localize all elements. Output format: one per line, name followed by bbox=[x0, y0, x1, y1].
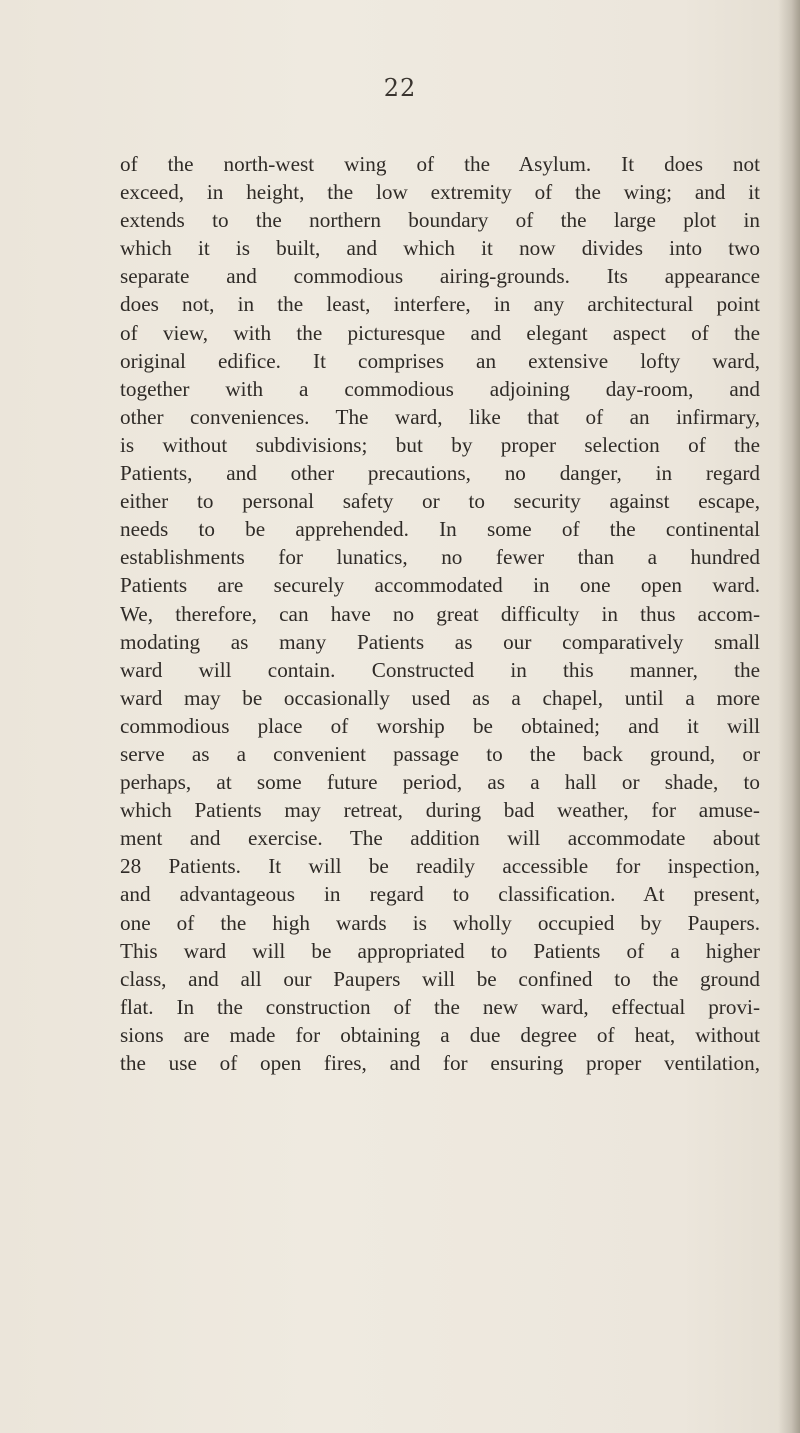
text-line: establishments for lunatics, no fewer than a hundred bbox=[120, 545, 760, 570]
text-line: sions are made for obtaining a due degree of heat, without bbox=[120, 1022, 760, 1047]
text-line: does not, in the least, interfere, in any architectural point bbox=[120, 292, 760, 317]
text-line: and advantageous in regard to classification. At present, bbox=[120, 882, 760, 907]
text-line: which Patients may retreat, during bad weather, for amuse- bbox=[120, 798, 760, 823]
text-line: separate and commodious airing-grounds. Its appearance bbox=[120, 264, 760, 289]
text-line: Patients, and other precautions, no danger, in regard bbox=[120, 461, 760, 486]
text-line: either to personal safety or to security against escape, bbox=[120, 489, 760, 514]
text-line: class, and all our Paupers will be confined to the ground bbox=[120, 966, 760, 991]
text-line: This ward will be appropriated to Patients of a higher bbox=[120, 938, 760, 963]
text-line: modating as many Patients as our comparatively small bbox=[120, 629, 760, 654]
text-line: of the north-west wing of the Asylum. It does not bbox=[120, 152, 760, 176]
text-line: is without subdivisions; but by proper selection of the bbox=[120, 432, 760, 457]
text-line: ment and exercise. The addition will accommodate about bbox=[120, 826, 760, 851]
page-number: 22 bbox=[383, 74, 417, 102]
page-edge-shadow bbox=[778, 0, 800, 1433]
text-line: the use of open fires, and for ensuring proper ventilation, bbox=[120, 1051, 760, 1075]
text-line: which it is built, and which it now divides into two bbox=[120, 236, 760, 261]
text-line: We, therefore, can have no great difficulty in thus accom- bbox=[120, 601, 760, 626]
text-line: exceed, in height, the low extremity of the wing; and it bbox=[120, 180, 760, 205]
text-line: perhaps, at some future period, as a hall or shade, to bbox=[120, 770, 760, 795]
text-line: serve as a convenient passage to the back ground, or bbox=[120, 741, 760, 766]
text-line: commodious place of worship be obtained; and it will bbox=[120, 713, 760, 738]
text-line: other conveniences. The ward, like that of an infirmary, bbox=[120, 404, 760, 429]
text-line: flat. In the construction of the new ward, effectual provi- bbox=[120, 994, 760, 1019]
text-line: extends to the northern boundary of the large plot in bbox=[120, 208, 760, 233]
text-line: original edifice. It comprises an extensive lofty ward, bbox=[120, 348, 760, 373]
text-line: needs to be apprehended. In some of the continental bbox=[120, 517, 760, 542]
text-line: 28 Patients. It will be readily accessible for inspection, bbox=[120, 854, 760, 879]
text-line: together with a commodious adjoining day-room, and bbox=[120, 376, 760, 401]
text-line: ward will contain. Constructed in this manner, the bbox=[120, 657, 760, 682]
body-text bbox=[120, 150, 760, 1077]
text-line: Patients are securely accommodated in one open ward. bbox=[120, 573, 760, 598]
text-line: of view, with the picturesque and elegant aspect of the bbox=[120, 320, 760, 345]
text-line: one of the high wards is wholly occupied by Paupers. bbox=[120, 910, 760, 935]
text-line: ward may be occasionally used as a chapel, until a more bbox=[120, 685, 760, 710]
